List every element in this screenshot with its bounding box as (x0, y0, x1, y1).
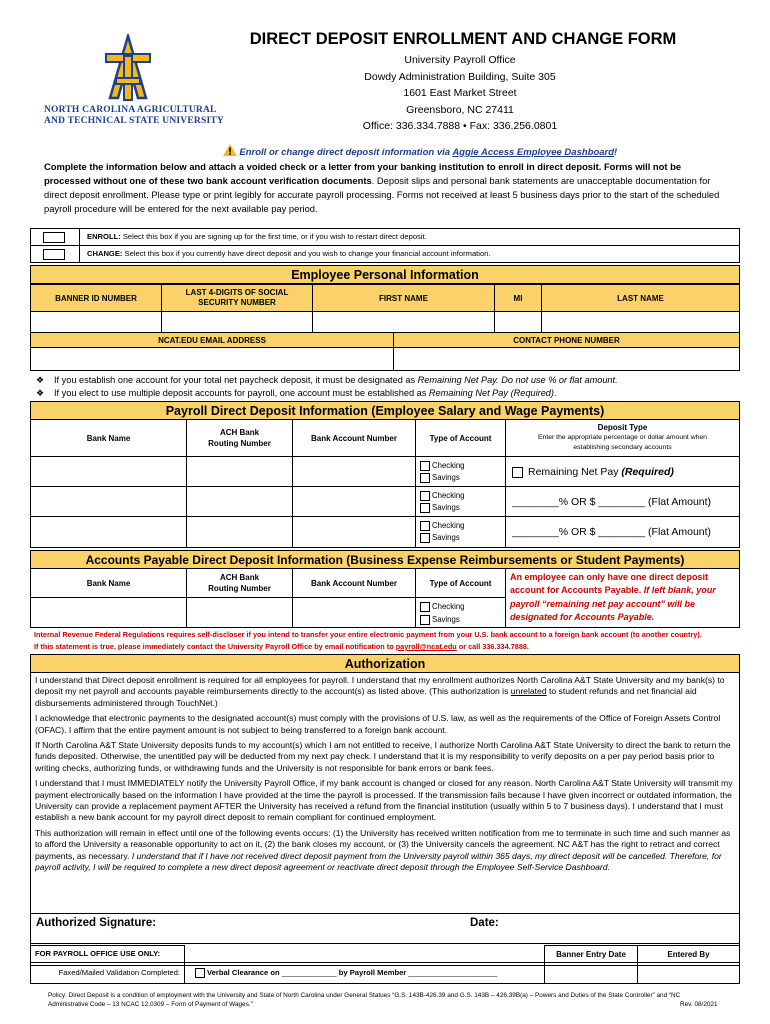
entered-by-header: Entered By (637, 945, 740, 963)
checking-label: Checking (432, 521, 465, 530)
policy-footer: Policy: Direct Deposit is a condition of employment with the University and State of North Carolina under General Statues “G.S. 143B-426.39 and G.S. 143B – 426.39B(a) – Powers and Duties of the State Controller” and “NC Administrative Code – 13 NCAC 12.0309 – Form of Payment of Wages.” (48, 992, 681, 1008)
auth-p5a: This authorization will remain in effect until one of the following events occurs: (1) the University has received written notification from me to terminate in such time and such manner as to afford the University a reasonable opportunity to act on it, (2) the bank closes my account, or (3) the University cancels the agreement. NC A&T has the right to retract and correct payments, as necessary. (35, 827, 731, 861)
diamond-bullet-icon: ❖ (36, 375, 45, 385)
savings-option[interactable] (420, 532, 505, 544)
bullet-one-italic: Remaining Net Pay. Do not use % or flat amount. (417, 375, 618, 385)
enroll-notice (160, 144, 680, 158)
warning-icon (223, 144, 237, 156)
office-use-label: FOR PAYROLL OFFICE USE ONLY: (30, 945, 185, 963)
payroll-ach-1[interactable] (186, 456, 293, 487)
savings-checkbox[interactable] (420, 533, 430, 543)
office-phone: Office: 336.334.7888 • Fax: 336.256.0801 (362, 120, 558, 132)
verbal-label: Verbal Clearance on (207, 968, 282, 977)
intro-normal: . Deposit slips and personal bank statements are unacceptable documentation for direct deposit enrollment. Please type or print legibly for accurate payroll processing. Forms not received at least 5 business days prior to the start of the scheduled payroll procedure will be entered for the next available pay period. (44, 175, 720, 214)
change-option (87, 249, 491, 258)
irs-line-2b: or call 336.334.7888. (456, 642, 529, 651)
contact-phone-input[interactable] (393, 347, 740, 371)
last-name-header: LAST NAME (541, 284, 740, 312)
bullet-two-italic: Remaining Net Pay (Required) (428, 387, 554, 398)
bullet-two-text: If you elect to use multiple deposit accounts for payroll, one account must be established as (54, 387, 429, 398)
checking-label: Checking (432, 491, 465, 500)
payroll-type-1 (415, 456, 506, 487)
bullet-two (36, 387, 736, 400)
ap-type (415, 597, 506, 628)
payroll-account-header: Bank Account Number (292, 419, 416, 457)
irs-line-1: Internal Revenue Federal Regulations requires self-discloser if you intend to transfer your entire electronic payment from your U.S. bank account to a foreign bank account (to another country). (34, 630, 702, 639)
payroll-section-title: Payroll Direct Deposit Information (Employee Salary and Wage Payments) (30, 401, 740, 420)
member-blank[interactable]: _____________________ (408, 968, 498, 977)
payroll-deposit-type-header (505, 419, 740, 457)
date-label: Date: (470, 917, 499, 929)
deposit-type-sub: Enter the appropriate percentage or dollar amount when establishing secondary accounts (538, 434, 707, 451)
logo-line-1: NORTH CAROLINA AGRICULTURAL (44, 105, 217, 115)
diamond-bullet-icon: ❖ (36, 387, 45, 398)
aggie-access-link[interactable]: Aggie Access Employee Dashboard (452, 147, 615, 158)
irs-line-2 (30, 641, 742, 653)
contact-phone-header: CONTACT PHONE NUMBER (393, 332, 740, 348)
checking-label: Checking (432, 602, 465, 611)
auth-p3: If North Carolina A&T State University deposits funds to my account(s) which I am not entitled to receive, I authorize North Carolina A&T State University to direct the bank to return the funds deposited. Otherwise, the unentitled pay will be deducted from my next pay check. I understand that it is my responsibility to verify deposits on a per pay period basis prior to writing checks, authorizing funds, or withdrawing funds and the University is not responsible for bank errors or bank fees. (35, 740, 731, 773)
change-checkbox[interactable] (43, 249, 65, 260)
payroll-type-2 (415, 486, 506, 517)
auth-section-title: Authorization (30, 654, 740, 673)
checking-checkbox[interactable] (420, 602, 430, 612)
remaining-net-pay-label: Remaining Net Pay (528, 466, 622, 478)
ssn-input[interactable] (161, 311, 313, 333)
banner-id-input[interactable] (30, 311, 162, 333)
auth-p1-underline: unrelated (510, 686, 547, 697)
auth-p1a: I understand that Direct deposit enrollment is required for all employees for payroll. I understand that my enrollment authorizes North Carolina A&T State University and my bank(s) to deposit my net payroll and accounts payable reimbursements directly to the account(s) as listed above. (This authorization is (35, 675, 725, 697)
form-title: DIRECT DEPOSIT ENROLLMENT AND CHANGE FORM (249, 30, 677, 48)
instruction-bullets (36, 374, 736, 399)
checking-checkbox[interactable] (420, 461, 430, 471)
savings-checkbox[interactable] (420, 615, 430, 625)
university-logo (40, 34, 224, 129)
checking-option[interactable] (420, 520, 505, 532)
irs-line-2a: If this statement is true, please immediately contact the University Payroll Office by email notification to (34, 642, 396, 651)
deposit-type-label: Deposit Type (597, 423, 648, 432)
change-label: CHANGE: (87, 249, 123, 258)
verbal-blank[interactable]: _____________ (281, 968, 337, 977)
savings-label: Savings (432, 615, 460, 624)
first-name-header: FIRST NAME (312, 284, 495, 312)
savings-option[interactable] (420, 502, 505, 514)
office-name: University Payroll Office (404, 54, 516, 66)
office-street: 1601 East Market Street (403, 87, 517, 99)
savings-checkbox[interactable] (420, 503, 430, 513)
banner-entry-date-input[interactable] (544, 962, 638, 984)
savings-label: Savings (432, 473, 460, 482)
payroll-ach-2[interactable] (186, 486, 293, 517)
payroll-account-1[interactable] (292, 456, 416, 487)
payroll-bank-name-2[interactable] (30, 486, 187, 517)
date-field[interactable] (505, 914, 735, 936)
last-name-input[interactable] (541, 311, 740, 333)
payroll-account-3[interactable] (292, 516, 416, 548)
auth-p5b: I understand that if I have not received direct deposit payment from the University payroll within 365 days, my direct deposit will be cancelled. Therefore, for payroll activity, I will be required to complete a new direct deposit agreement or reactivate direct deposit through the Employee Self-Service Dashboard. (35, 850, 722, 873)
revision-date: Rev. 08/2021 (680, 1001, 718, 1008)
banner-entry-date-header: Banner Entry Date (544, 945, 638, 963)
payroll-deposit-1 (505, 456, 740, 487)
auth-p1 (35, 675, 735, 709)
option-table (30, 228, 740, 263)
payroll-type-header: Type of Account (415, 419, 506, 457)
ap-ach-header: ACH Bank Routing Number (186, 568, 293, 598)
savings-label: Savings (432, 503, 460, 512)
payroll-bank-name-3[interactable] (30, 516, 187, 548)
irs-notice (30, 629, 742, 653)
enroll-text: Select this box if you are signing up for the first time, or if you wish to restart direct deposit. (120, 232, 427, 241)
savings-option[interactable] (420, 472, 505, 484)
payroll-ach-header: ACH Bank Routing Number (186, 419, 293, 457)
change-text: Select this box if you currently have direct deposit and you wish to change your financial account information. (122, 249, 491, 258)
ssn-header: LAST 4-DIGITS OF SOCIAL SECURITY NUMBER (161, 284, 313, 312)
ap-bank-name-input[interactable] (30, 597, 187, 628)
email-input[interactable] (30, 347, 394, 371)
auth-p2: I acknowledge that electronic payments to the designated account(s) must comply with the provisions of U.S. law, as well as the requirements of the Office of Foreign Assets Control (OFAC). I affirm that the entire payment amount is not subject to being transferred to a foreign bank account. (35, 713, 721, 735)
ap-bank-name-header: Bank Name (30, 568, 187, 598)
remaining-net-pay-checkbox[interactable] (512, 467, 523, 478)
entered-by-input[interactable] (637, 962, 740, 984)
checking-option[interactable] (420, 460, 505, 472)
ap-section-title: Accounts Payable Direct Deposit Information (Business Expense Reimbursements or Student Payments) (30, 550, 740, 569)
auth-p4: I understand that I must IMMEDIATELY notify the University Payroll Office, if my bank account is changed or closed for any reason. North Carolina A&T State University will transmit my payment electronically based on the information I have provided at the time the payroll is processed. If the transmission fails because I have given incorrect or outdated information, the University can provide a replacement payment AFTER the University has received a refund from the financial institution (usually within 5 to 7 business days). I understand that I must establish a new bank account for my payroll direct deposit to remain compliant for continued employment. (35, 778, 733, 823)
mi-header: MI (494, 284, 542, 312)
verbal-clearance-checkbox[interactable] (195, 968, 205, 978)
intro-bold: Complete the information below and attach a voided check or a letter from your banking institution to enroll in direct deposit. Forms will not be processed without one of these two bank account verification documents (44, 161, 682, 186)
banner-id-header: BANNER ID NUMBER (30, 284, 162, 312)
ap-note-normal: An employee can only have one direct deposit account for Accounts Payable. (510, 572, 709, 596)
verbal-clearance-cell (184, 962, 545, 984)
bullet-one (36, 374, 736, 387)
payroll-deposit-2[interactable]: ________% OR $ ________ (Flat Amount) (505, 486, 740, 517)
ap-account-header: Bank Account Number (292, 568, 416, 598)
remaining-required: (Required) (621, 466, 674, 478)
faxed-validation-label: Faxed/Mailed Validation Completed: (30, 962, 185, 984)
ap-note-italic: If left blank, your payroll “remaining net pay account” will be designated for Accounts Payable. (510, 585, 716, 622)
savings-checkbox[interactable] (420, 473, 430, 483)
intro-paragraph (44, 160, 724, 216)
payroll-bank-name-1[interactable] (30, 456, 187, 487)
payroll-bank-name-header: Bank Name (30, 419, 187, 457)
by-member-label: by Payroll Member (336, 968, 409, 977)
ap-savings-option[interactable] (420, 613, 505, 626)
office-use-divider (30, 943, 740, 944)
personal-section-title: Employee Personal Information (30, 265, 740, 284)
ap-account-input[interactable] (292, 597, 416, 628)
logo-line-2: AND TECHNICAL STATE UNIVERSITY (44, 116, 224, 126)
enroll-option (87, 232, 427, 241)
ap-type-header: Type of Account (415, 568, 506, 598)
auth-p1b: to student refunds and net financial aid disbursements administered through TouchNet.) (35, 686, 697, 708)
savings-label: Savings (432, 533, 460, 542)
ap-note (505, 568, 740, 628)
bullet-two-end: . (553, 387, 557, 398)
bullet-one-text: If you establish one account for your total net paycheck deposit, it must be designated as (54, 375, 418, 385)
payroll-deposit-3[interactable]: ________% OR $ ________ (Flat Amount) (505, 516, 740, 548)
checking-label: Checking (432, 461, 465, 470)
notice-text: Enroll or change direct deposit information via (239, 147, 453, 158)
checking-option[interactable] (420, 490, 505, 502)
payroll-ach-3[interactable] (186, 516, 293, 548)
office-city: Greensboro, NC 27411 (406, 103, 514, 116)
enroll-checkbox[interactable] (43, 232, 65, 243)
ap-checking-option[interactable] (420, 600, 505, 613)
payroll-account-2[interactable] (292, 486, 416, 517)
first-name-input[interactable] (312, 311, 495, 333)
office-building: Dowdy Administration Building, Suite 305 (364, 70, 556, 83)
notice-suffix: ! (614, 147, 618, 158)
signature-field[interactable] (160, 914, 460, 936)
mi-input[interactable] (494, 311, 542, 333)
checking-checkbox[interactable] (420, 521, 430, 531)
ap-ach-input[interactable] (186, 597, 293, 628)
checking-checkbox[interactable] (420, 491, 430, 501)
signature-label: Authorized Signature: (36, 917, 157, 929)
payroll-type-3 (415, 516, 506, 548)
enroll-label: ENROLL: (87, 232, 121, 241)
auth-p5 (35, 828, 735, 874)
payroll-email-link[interactable]: payroll@ncat.edu (395, 642, 457, 651)
aggie-monogram-icon (102, 34, 154, 104)
office-address (300, 52, 620, 135)
email-header: NCAT.EDU EMAIL ADDRESS (30, 332, 394, 348)
